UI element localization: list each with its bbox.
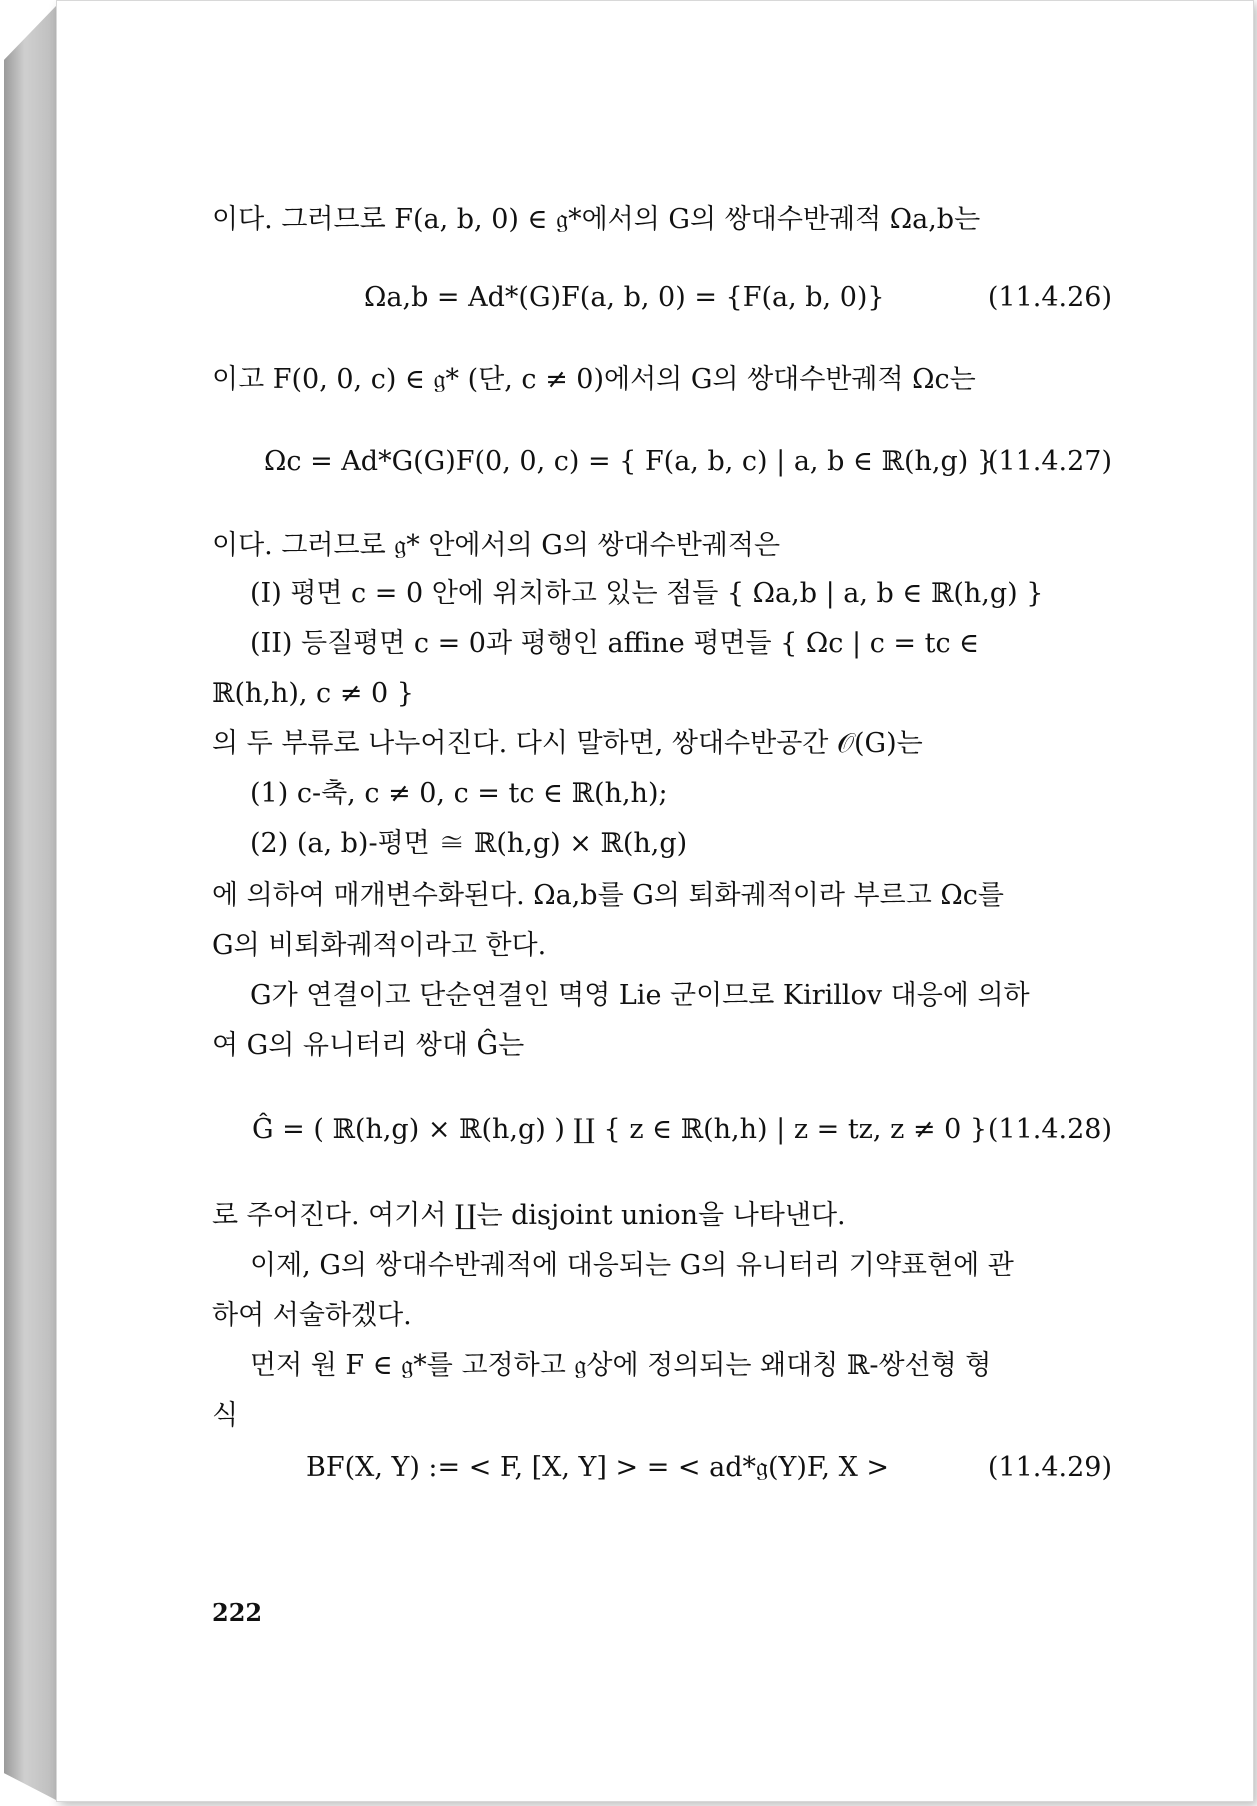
text-line: 에 의하여 매개변수화된다. Ωa,b를 G의 퇴화궤적이라 부르고 Ωc를: [212, 880, 1004, 911]
text-line: 로 주어진다. 여기서 ∐는 disjoint union을 나타낸다.: [212, 1200, 846, 1231]
text-line: 하여 서술하겠다.: [212, 1300, 412, 1331]
text-line: 여 G의 유니터리 쌍대 Ĝ는: [212, 1030, 525, 1061]
text-line: 이제, G의 쌍대수반궤적에 대응되는 G의 유니터리 기약표현에 관: [250, 1250, 1014, 1281]
equation: Ωa,b = Ad*(G)F(a, b, 0) = {F(a, b, 0)}: [364, 282, 885, 313]
text-line: 의 두 부류로 나누어진다. 다시 말하면, 쌍대수반공간 𝒪(G)는: [212, 728, 923, 759]
equation: Ωc = Ad*G(G)F(0, 0, c) = { F(a, b, c) | a, b ∈ ℝ(h,g) }: [264, 446, 995, 477]
text-line: G가 연결이고 단순연결인 멱영 Lie 군이므로 Kirillov 대응에 의하: [250, 980, 1030, 1011]
equation-number: (11.4.27): [987, 446, 1112, 477]
text-line: (1) c-축, c ≠ 0, c = tc ∈ ℝ(h,h);: [250, 778, 668, 809]
text-line: 이다. 그러므로 F(a, b, 0) ∈ 𝔤*에서의 G의 쌍대수반궤적 Ωa,b는: [212, 204, 981, 235]
equation: Ĝ = ( ℝ(h,g) × ℝ(h,g) ) ∐ { z ∈ ℝ(h,h) | z = tz, z ≠ 0 }: [252, 1114, 988, 1145]
text-line: 이고 F(0, 0, c) ∈ 𝔤* (단, c ≠ 0)에서의 G의 쌍대수반궤적 Ωc는: [212, 364, 976, 395]
book-spine: [4, 6, 56, 1800]
page-number: 222: [212, 1598, 263, 1627]
text-line: 이다. 그러므로 𝔤* 안에서의 G의 쌍대수반궤적은: [212, 530, 781, 561]
equation-number: (11.4.28): [987, 1114, 1112, 1145]
equation-number: (11.4.29): [987, 1452, 1112, 1483]
text-line: ℝ(h,h), c ≠ 0 }: [212, 678, 414, 709]
equation: BF(X, Y) := < F, [X, Y] > = < ad*𝔤(Y)F, X >: [306, 1452, 890, 1483]
text-line: 식: [212, 1400, 239, 1431]
text-line: (2) (a, b)-평면 ≅ ℝ(h,g) × ℝ(h,g): [250, 828, 688, 859]
text-line: (I) 평면 c = 0 안에 위치하고 있는 점들 { Ωa,b | a, b ∈ ℝ(h,g) }: [250, 578, 1044, 609]
text-line: 먼저 원 F ∈ 𝔤*를 고정하고 𝔤상에 정의되는 왜대칭 ℝ-쌍선형 형: [250, 1350, 992, 1381]
text-line: G의 비퇴화궤적이라고 한다.: [212, 930, 547, 961]
text-line: (II) 등질평면 c = 0과 평행인 affine 평면들 { Ωc | c = tc ∈: [250, 628, 980, 659]
equation-number: (11.4.26): [987, 282, 1112, 313]
